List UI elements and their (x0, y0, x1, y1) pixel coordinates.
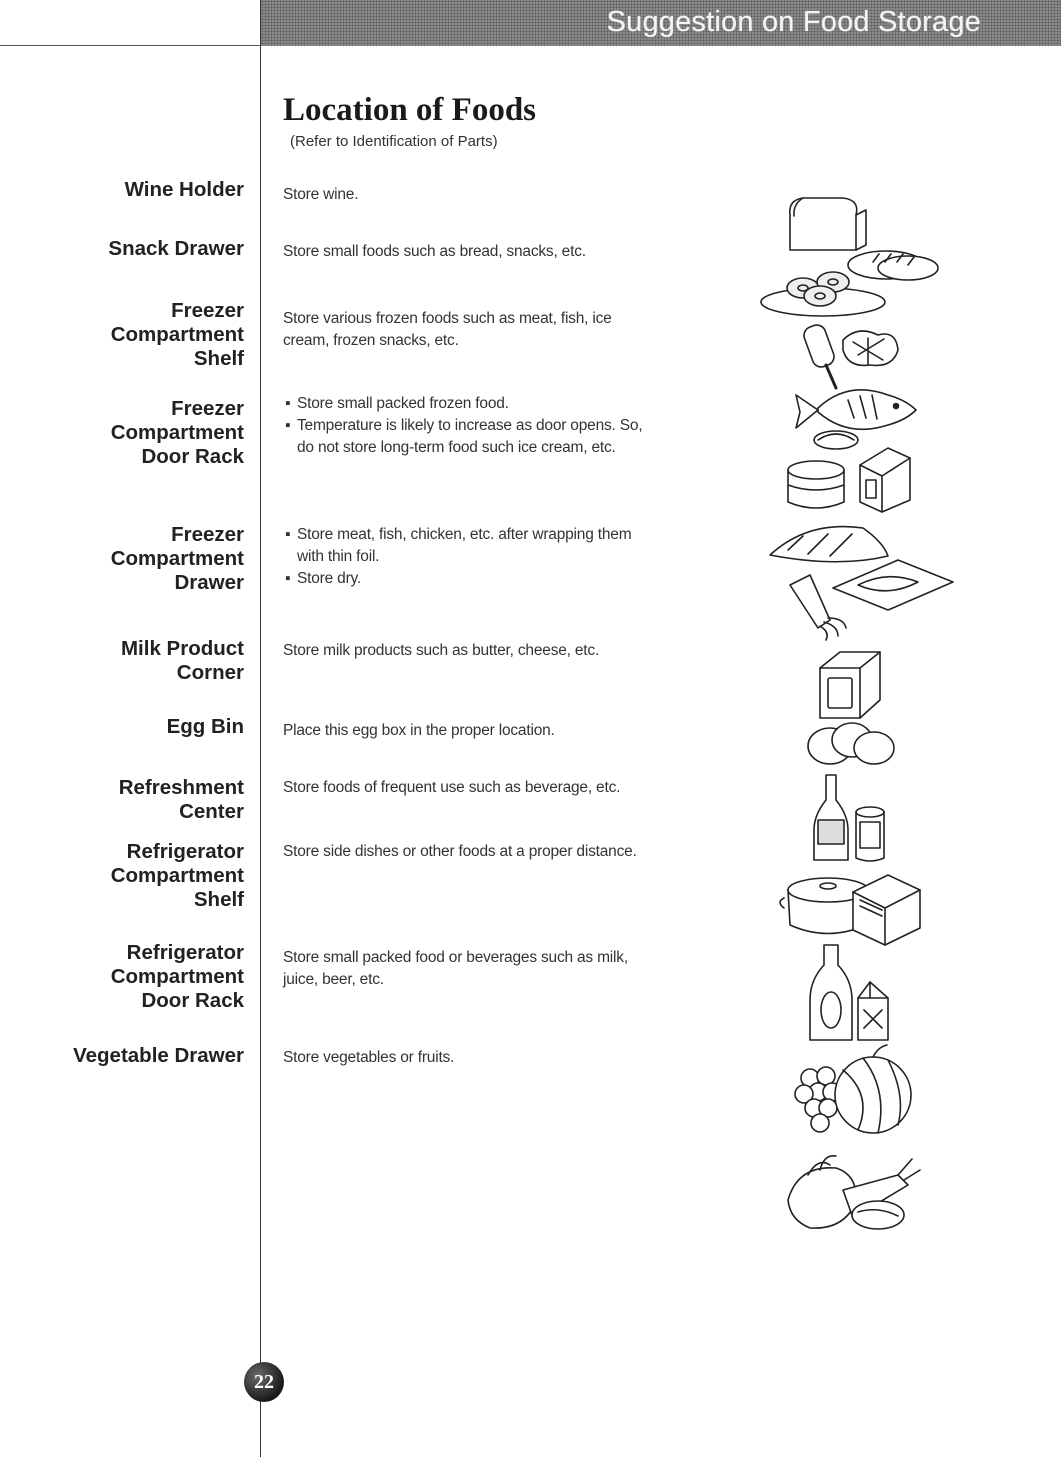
desc-freezer-drawer (283, 524, 645, 590)
desc-refrigerator-door-rack: Store small packed food or beverages such as milk, juice, beer, etc. (283, 949, 628, 988)
squid-icon (790, 575, 846, 640)
wrapped-meat-icon (770, 527, 888, 562)
top-rule (0, 45, 260, 46)
bullet-item: ▪ Store dry. (283, 568, 645, 590)
desc-freezer-shelf: Store various frozen foods such as meat, fish, ice cream, frozen snacks, etc. (283, 310, 612, 349)
desc-refrigerator-shelf: Store side dishes or other foods at a proper distance. (283, 843, 637, 860)
shellfish-icon (814, 431, 858, 449)
label-egg-bin: Egg Bin (166, 715, 244, 738)
label-freezer-door-rack: Freezer Compartment Door Rack (110, 397, 244, 468)
juice-carton-icon (858, 982, 888, 1040)
header-title: Suggestion on Food Storage (606, 6, 981, 38)
ice-cream-bar-icon (801, 323, 836, 388)
can-icon (788, 461, 844, 508)
label-refrigerator-shelf: Refrigerator Compartment Shelf (110, 840, 244, 911)
bullet-item: ▪ Store small packed frozen food. (283, 393, 645, 415)
food-illustrations (748, 190, 968, 1250)
bread-icon (790, 198, 866, 250)
butter-box-icon (820, 652, 880, 718)
bullet-icon: ▪ (285, 570, 291, 587)
frozen-box-icon (860, 448, 910, 512)
desc-wine-holder: Store wine. (283, 186, 359, 203)
label-refreshment-center: Refreshment Center (118, 776, 244, 823)
wrapped-fish-icon (833, 560, 953, 610)
milk-bottle-icon (810, 945, 852, 1040)
grapes-icon (795, 1067, 841, 1132)
donut-plate-icon (761, 272, 885, 316)
label-milk-product-corner: Milk Product Corner (120, 637, 244, 684)
label-refrigerator-door-rack: Refrigerator Compartment Door Rack (110, 941, 244, 1012)
label-freezer-drawer: Freezer Compartment Drawer (110, 523, 244, 594)
bullet-icon: ▪ (285, 395, 291, 412)
section-subtitle: (Refer to Identification of Parts) (290, 133, 498, 150)
desc-milk-product-corner: Store milk products such as butter, cheese, etc. (283, 642, 600, 659)
bullet-item: ▪ Store meat, fish, chicken, etc. after wrapping them with thin foil. (285, 526, 632, 565)
label-wine-holder: Wine Holder (124, 178, 244, 201)
desc-vegetable-drawer: Store vegetables or fruits. (283, 1049, 455, 1066)
page-number-badge: 22 (244, 1362, 284, 1402)
fish-icon (796, 390, 916, 430)
bullet-icon: ▪ (285, 526, 291, 543)
vertical-divider (260, 0, 261, 1457)
header-band (261, 0, 1061, 46)
desc-freezer-door-rack (283, 393, 645, 459)
bullet-item: ▪ Temperature is likely to increase as door opens. So, do not store long-term food such ice cream, etc. (285, 417, 643, 456)
desc-egg-bin: Place this egg box in the proper location. (283, 722, 555, 739)
melon-icon (835, 1045, 911, 1133)
label-vegetable-drawer: Vegetable Drawer (73, 1044, 244, 1067)
frozen-snack-icon (843, 331, 898, 365)
label-freezer-shelf: Freezer Compartment Shelf (110, 299, 244, 370)
beverage-bottle-icon (814, 775, 848, 860)
baguette-icon (848, 251, 938, 280)
bullet-icon: ▪ (285, 417, 291, 434)
desc-refreshment-center: Store foods of frequent use such as beverage, etc. (283, 779, 621, 796)
label-snack-drawer: Snack Drawer (108, 237, 244, 260)
beverage-can-icon (856, 807, 884, 861)
desc-snack-drawer: Store small foods such as bread, snacks, etc. (283, 243, 586, 260)
eggs-icon (808, 723, 894, 764)
vegetables-icon (788, 1156, 920, 1229)
section-title: Location of Foods (283, 92, 537, 128)
